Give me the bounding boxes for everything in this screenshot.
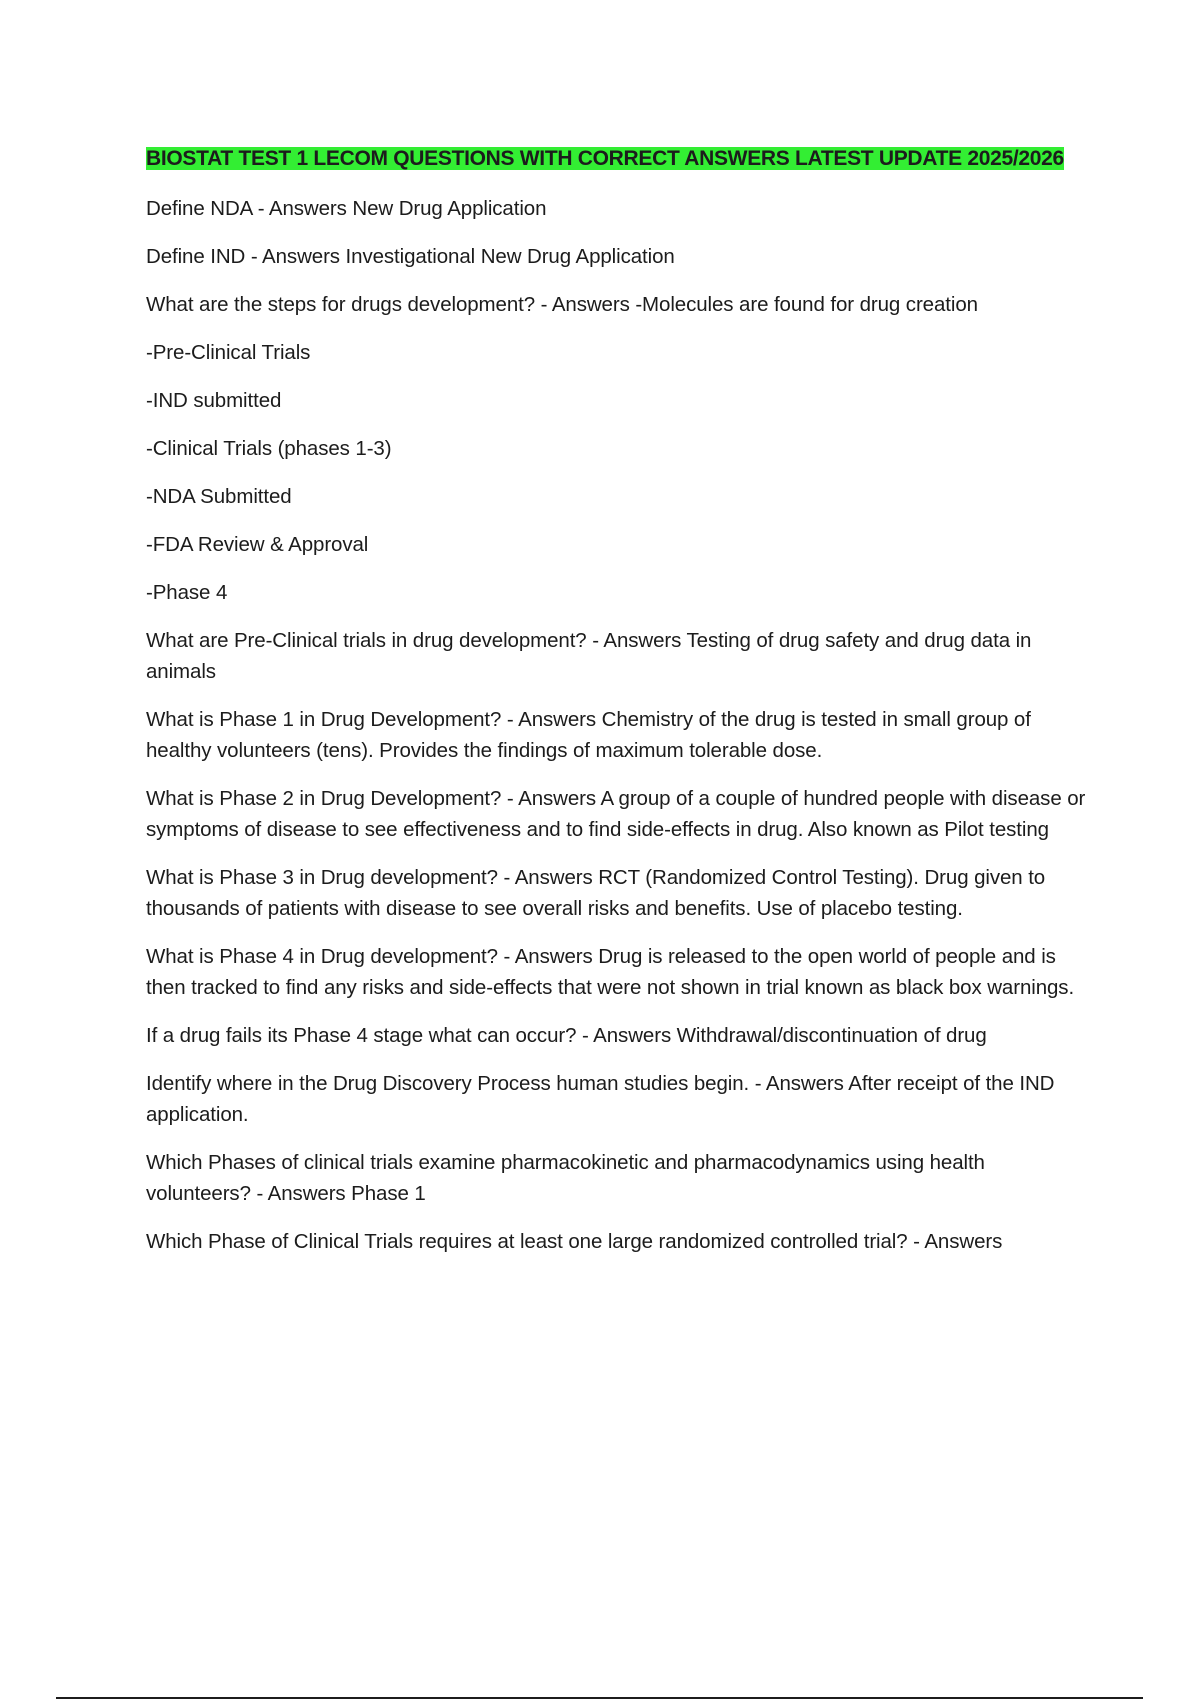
step-item: -NDA Submitted	[146, 485, 292, 508]
qa-paragraph: What is Phase 3 in Drug development? - Answers RCT (Randomized Control Testing). Drug given to thousands of patients with disease to see overall risks and benefits. Use of placebo testing.	[146, 866, 1046, 920]
qa-paragraph: If a drug fails its Phase 4 stage what can occur? - Answers Withdrawal/discontinuation of drug	[146, 1024, 987, 1047]
qa-paragraph: Define NDA - Answers New Drug Application	[146, 197, 547, 220]
document-page	[146, 143, 1092, 1274]
step-item: -Pre-Clinical Trials	[146, 341, 311, 364]
qa-paragraph: Which Phase of Clinical Trials requires at least one large randomized controlled trial? - Answers	[146, 1230, 1003, 1253]
footer-divider	[56, 1697, 1143, 1699]
qa-paragraph: What is Phase 1 in Drug Development? - Answers Chemistry of the drug is tested in small group of healthy volunteers (tens). Provides the findings of maximum tolerable dose.	[146, 708, 1031, 762]
step-item: -FDA Review & Approval	[146, 533, 369, 556]
document-title-text: BIOSTAT TEST 1 LECOM QUESTIONS WITH CORRECT ANSWERS LATEST UPDATE 2025/2026	[146, 147, 1064, 170]
step-item: -IND submitted	[146, 389, 282, 412]
qa-paragraph: Define IND - Answers Investigational New Drug Application	[146, 245, 675, 268]
qa-paragraph: What are the steps for drugs development? - Answers -Molecules are found for drug creation	[146, 293, 978, 316]
qa-paragraph: Which Phases of clinical trials examine pharmacokinetic and pharmacodynamics using health volunteers? - Answers Phase 1	[146, 1151, 985, 1205]
qa-paragraph: What is Phase 4 in Drug development? - Answers Drug is released to the open world of people and is then tracked to find any risks and side-effects that were not shown in trial known as black box warnings.	[146, 945, 1075, 999]
qa-paragraph: What are Pre-Clinical trials in drug development? - Answers Testing of drug safety and drug data in animals	[146, 629, 1032, 683]
document-title	[146, 143, 1092, 175]
qa-paragraph: Identify where in the Drug Discovery Process human studies begin. - Answers After receipt of the IND application.	[146, 1072, 1055, 1126]
qa-paragraph: What is Phase 2 in Drug Development? - Answers A group of a couple of hundred people with disease or symptoms of disease to see effectiveness and to find side-effects in drug. Also known as Pilot testing	[146, 787, 1086, 841]
step-item: -Clinical Trials (phases 1-3)	[146, 437, 392, 460]
step-item: -Phase 4	[146, 581, 228, 604]
